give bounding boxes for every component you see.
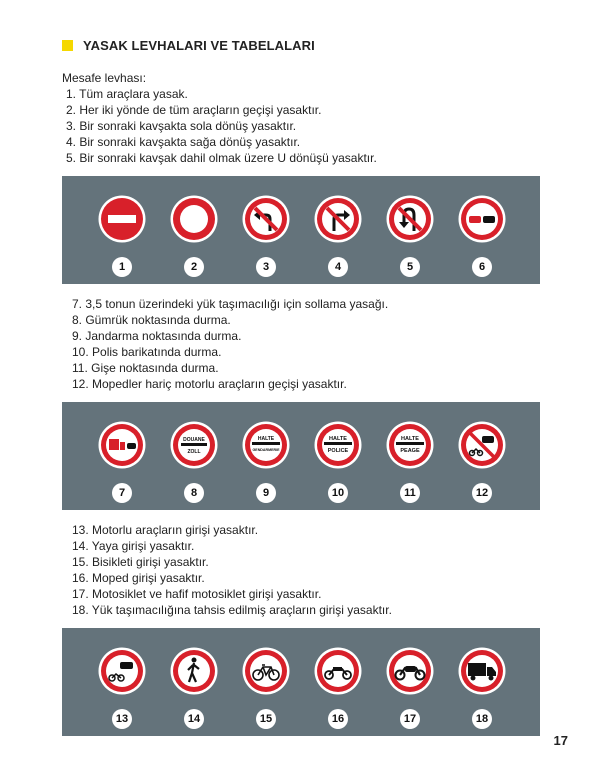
- list-item: 14. Yaya girişi yasaktır.: [72, 539, 195, 553]
- sign-panel-3: [62, 628, 540, 736]
- sign-text: GENDARMERIE: [252, 448, 280, 452]
- sign-number: 6: [472, 257, 492, 277]
- sign-text: HALTE: [257, 436, 275, 442]
- sign-number: 8: [184, 483, 204, 503]
- list-item: 17. Motosiklet ve hafif motosiklet girişi yasaktır.: [72, 587, 322, 601]
- list-item: 15. Bisikleti girişi yasaktır.: [72, 555, 209, 569]
- sign-panel-1: [62, 176, 540, 284]
- list-item: 1. Tüm araçlara yasak.: [66, 87, 188, 101]
- sign-text: HALTE: [401, 436, 419, 442]
- no-truck-overtaking-sign: [98, 421, 146, 469]
- sign-text: PEAGE: [400, 448, 420, 454]
- sign-number: 18: [472, 709, 492, 729]
- sign-number: 2: [184, 257, 204, 277]
- intro-label: Mesafe levhası:: [62, 71, 147, 85]
- stop-gendarmerie-sign: [242, 421, 290, 469]
- sign-number: 14: [184, 709, 204, 729]
- sign-panel-2: [62, 402, 540, 510]
- stop-toll-sign: [386, 421, 434, 469]
- sign-number: 7: [112, 483, 132, 503]
- list-item: 13. Motorlu araçların girişi yasaktır.: [72, 523, 259, 537]
- no-motor-vehicles-except-mopeds-sign: [458, 421, 506, 469]
- list-item: 3. Bir sonraki kavşakta sola dönüş yasaktır.: [66, 119, 297, 133]
- list-item: 12. Mopedler hariç motorlu araçların geçişi yasaktır.: [72, 377, 347, 391]
- no-vehicles-sign: [170, 195, 218, 243]
- no-right-turn-sign: [314, 195, 362, 243]
- sign-number: 13: [112, 709, 132, 729]
- list-item: 10. Polis barikatında durma.: [72, 345, 222, 359]
- list-item: 9. Jandarma noktasında durma.: [72, 329, 242, 343]
- group2-text: [62, 296, 388, 392]
- list-item: 18. Yük taşımacılığına tahsis edilmiş araçların girişi yasaktır.: [72, 603, 392, 617]
- no-motorcycles-sign: [386, 647, 434, 695]
- sign-number: 11: [400, 483, 420, 503]
- sign-number: 16: [328, 709, 348, 729]
- sign-number: 15: [256, 709, 276, 729]
- list-item: 5. Bir sonraki kavşak dahil olmak üzere U dönüşü yasaktır.: [66, 151, 377, 165]
- sign-number: 4: [328, 257, 348, 277]
- section-header: [62, 38, 315, 53]
- sign-number: 5: [400, 257, 420, 277]
- sign-text: POLICE: [327, 448, 349, 454]
- sign-text: ZOLL: [187, 449, 201, 455]
- page-number: 17: [553, 733, 568, 748]
- yellow-square-icon: [62, 40, 73, 51]
- list-item: 11. Gişe noktasında durma.: [72, 361, 219, 375]
- list-item: 8. Gümrük noktasında durma.: [72, 313, 231, 327]
- group1-text: [62, 70, 377, 166]
- no-bicycles-sign: [242, 647, 290, 695]
- list-item: 16. Moped girişi yasaktır.: [72, 571, 205, 585]
- group3-text: [62, 522, 392, 618]
- no-trucks-sign: [458, 647, 506, 695]
- sign-number: 10: [328, 483, 348, 503]
- no-entry-sign: [98, 195, 146, 243]
- no-mopeds-sign: [314, 647, 362, 695]
- stop-police-sign: [314, 421, 362, 469]
- list-item: 2. Her iki yönde de tüm araçların geçişi yasaktır.: [66, 103, 322, 117]
- sign-number: 17: [400, 709, 420, 729]
- sign-text: DOUANE: [183, 437, 205, 443]
- stop-customs-sign: [170, 421, 218, 469]
- no-left-turn-sign: [242, 195, 290, 243]
- sign-number: 1: [112, 257, 132, 277]
- no-u-turn-sign: [386, 195, 434, 243]
- sign-number: 3: [256, 257, 276, 277]
- no-motor-vehicles-sign: [98, 647, 146, 695]
- list-item: 4. Bir sonraki kavşakta sağa dönüş yasaktır.: [66, 135, 301, 149]
- no-overtaking-sign: [458, 195, 506, 243]
- sign-number: 12: [472, 483, 492, 503]
- no-pedestrians-sign: [170, 647, 218, 695]
- section-title: YASAK LEVHALARI VE TABELALARI: [83, 38, 315, 53]
- sign-text: HALTE: [329, 436, 347, 442]
- sign-number: 9: [256, 483, 276, 503]
- list-item: 7. 3,5 tonun üzerindeki yük taşımacılığı için sollama yasağı.: [72, 297, 389, 311]
